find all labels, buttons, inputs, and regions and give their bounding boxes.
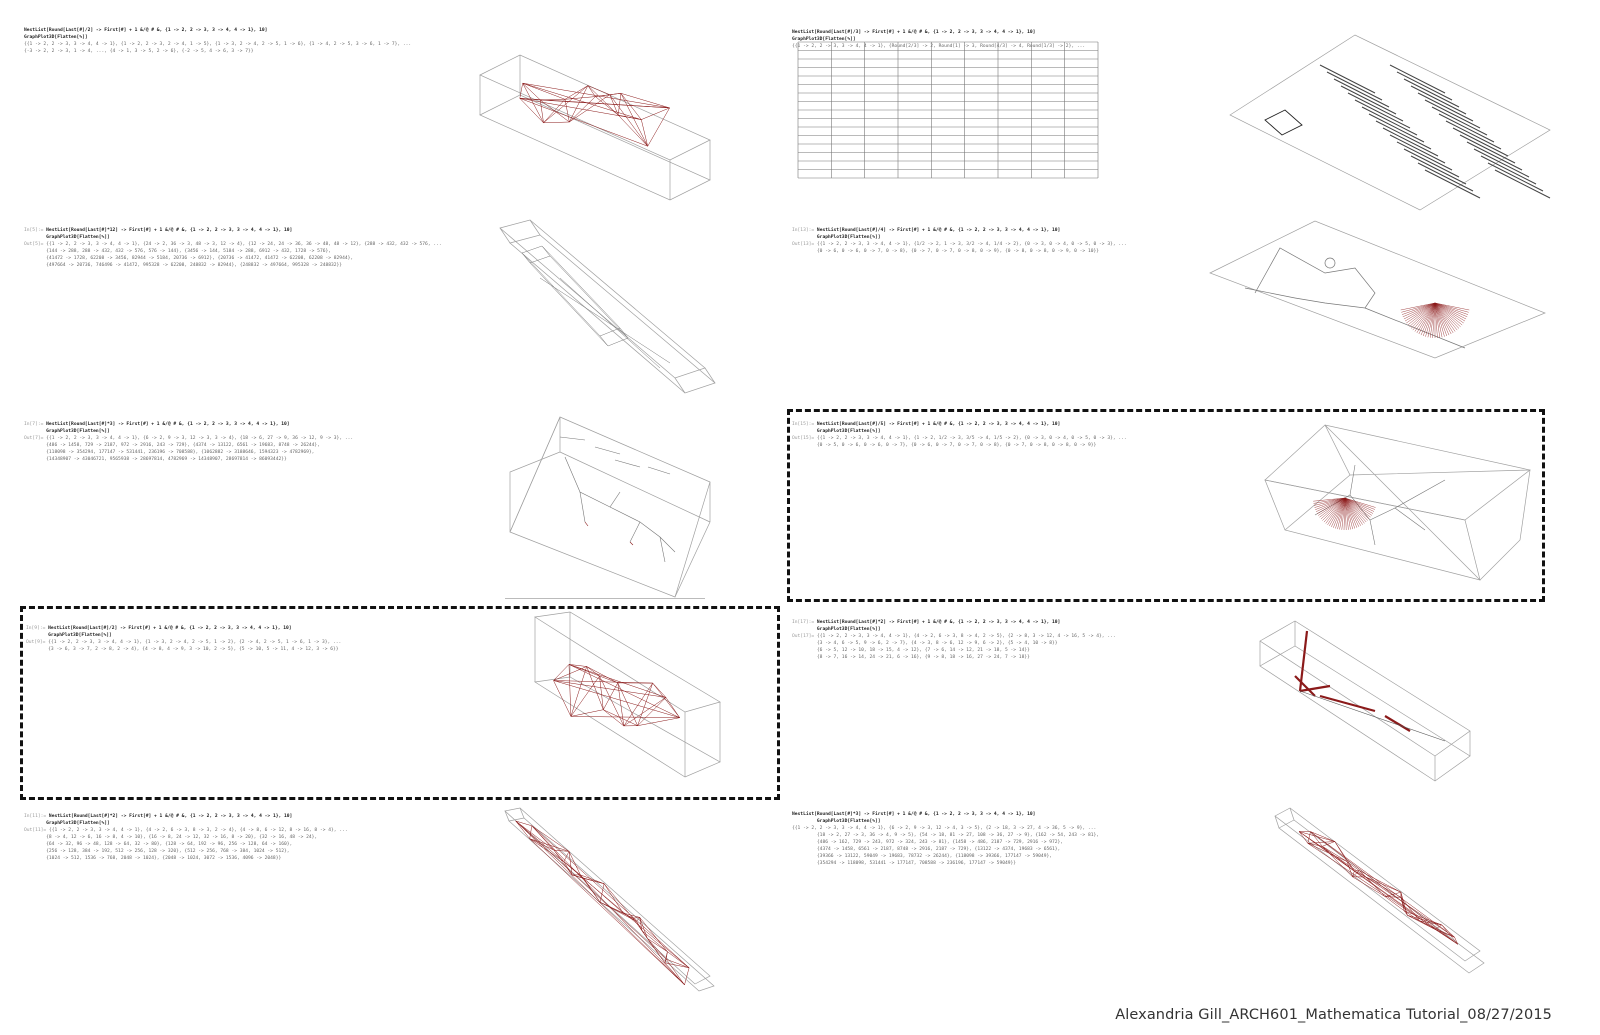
cell-input-graph: GraphPlot3D[Flatten[%]] (816, 627, 881, 632)
cell-input-graph: GraphPlot3D[Flatten[%]] (792, 37, 856, 42)
cell-output: {{1 -> 2, 2 -> 3, 3 -> 4, 4 -> 1}, {Round[2/3] -> 2, Round[1] -> 3, Round[4/3] -> 4, Round[1/3] -> 2}, ... (792, 44, 1086, 49)
graph-plot-3d-5[interactable] (495, 806, 715, 991)
notebook-cell-5: In[11]:= NestList[Round[Last[#]*2] -> First[#] + 1 &/@ # &, {1 -> 2, 2 -> 3, 3 -> 4, 4 -> 1}, 10] GraphPlot3D[Flatten[%]] Out[11]= {{1 -> 2, 2 -> 3, 3 -> 4, 4 -> 1}, {4 -> 2, 6 -> 3, 8 -> 3, 2 -> 4}, {4 -> 8, 6 -> 12, 8 -> 16, 8 -> 4}, ... {8 -> 4, 12 -> 6, 16 -> 8, 4 -> 10}, {16 -> 8, 24 -> 12, 32 -> 16, 8 -> 20}, {32 -> 16, 48 -> 24}, {64 -> 32, 96 -> 48, 128 -> 64, 32 -> 80}, {128 -> 64, 192 -> 96, 256 -> 128, 64 -> 160}, {256 -> 128, 384 -> 192, 512 -> 256, 128 -> 320}, {512 -> 256, 768 -> 384, 1024 -> 512}, {1024 -> 512, 1536 -> 768, 2048 -> 1024}, {2048 -> 1024, 3072 -> 1536, 4096 -> 2048}} (24, 814, 348, 861)
notebook-cell-2: In[5]:= NestList[Round[Last[#]*12] -> First[#] + 1 &/@ # &, {1 -> 2, 2 -> 3, 3 -> 4, 4 -> 1}, 10] GraphPlot3D[Flatten[%]] Out[5]= {{1 -> 2, 2 -> 3, 3 -> 4, 4 -> 1}, {24 -> 2, 36 -> 3, 48 -> 3, 12 -> 4}, {12 -> 24, 24 -> 36, 36 -> 48, 48 -> 12}, {288 -> 432, 432 -> 576, ... {144 -> 288, 288 -> 432, 432 -> 576, 576 -> 144}, {3456 -> 144, 5184 -> 288, 6912 -> 432, 1728 -> 576}, {41472 -> 1728, 62208 -> 3456, 82944 -> 5184, 20736 -> 6912}, {20736 -> 41472, 41472 -> 62208, 62208 -> 82944}, {497664 -> 20736, 746496 -> 41472, 995328 -> 62208, 248832 -> 82944}, {248832 -> 497664, 995328 -> 248832}} (24, 228, 442, 268)
cell-input: NestList[Round[Last[#]*2] -> First[#] + 1 &/@ # &, {1 -> 2, 2 -> 3, 3 -> 4, 4 -> 1}, 10] (816, 620, 1061, 625)
graph-edge (1308, 843, 1347, 861)
cell-input: NestList[Round[Last[#]/2] -> First[#] + 1 &/@ # &, {1 -> 2, 2 -> 3, 3 -> 4, 4 -> 1}, 10] (48, 626, 292, 631)
cell-output: {{1 -> 2, 2 -> 3, 3 -> 4, 4 -> 1}, {1 -> 3, 2 -> 4, 2 -> 5, 1 -> 2}, {2 -> 4, 2 -> 5, 1 -> 6, 1 -> 3}, ... (48, 640, 342, 645)
graph-edge (624, 683, 653, 726)
graph-edge (685, 968, 690, 985)
in-label: In[5]:= (24, 228, 44, 233)
out-label: Out[7]= (24, 436, 44, 441)
graph-edge (571, 676, 600, 716)
graph-edge (618, 93, 621, 115)
notebook-cell-4: In[9]:= NestList[Round[Last[#]/2] -> First[#] + 1 &/@ # &, {1 -> 2, 2 -> 3, 3 -> 4, 4 -> 1}, 10] GraphPlot3D[Flatten[%]] Out[9]= {{1 -> 2, 2 -> 3, 3 -> 4, 4 -> 1}, {1 -> 3, 2 -> 4, 2 -> 5, 1 -> 2}, {2 -> 4, 2 -> 5, 1 -> 6, 1 -> 3}, ... {3 -> 6, 3 -> 7, 2 -> 8, 2 -> 4}, {4 -> 8, 4 -> 9, 3 -> 10, 2 -> 5}, {5 -> 10, 5 -> 11, 4 -> 12, 3 -> 6}} (26, 626, 342, 652)
notebook-cell-10: NestList[Round[Last[#]*3] -> First[#] + 1 &/@ # &, {1 -> 2, 2 -> 3, 3 -> 4, 4 -> 1}, 10] GraphPlot3D[Flatten[%]] {{1 -> 2, 2 -> 3, 3 -> 4, 4 -> 1}, {6 -> 2, 9 -> 3, 12 -> 4, 3 -> 5}, {2 -> 18, 3 -> 27, 4 -> 36, 5 -> 9}, ... {18 -> 2, 27 -> 3, 36 -> 4, 9 -> 5}, {54 -> 18, 81 -> 27, 108 -> 36, 27 -> 9}, {162 -> 54, 243 -> 81}, {486 -> 162, 729 -> 243, 972 -> 324, 243 -> 81}, {1458 -> 486, 2187 -> 729, 2916 -> 972}, {4374 -> 1458, 6561 -> 2187, 8748 -> 2916, 2187 -> 729}, {13122 -> 4374, 19683 -> 6561}, {39366 -> 13122, 59049 -> 19683, 78732 -> 26244}, {118098 -> 39366, 177147 -> 59049}, {354294 -> 118098, 531441 -> 177147, 708588 -> 236196, 177147 -> 59049}} (792, 812, 1100, 866)
graph-edge (530, 839, 554, 850)
graph-edge (1308, 832, 1311, 844)
notebook-cell-1: NestList[Round[Last[#]/2] -> First[#] + 1 &/@ # &, {1 -> 2, 2 -> 3, 3 -> 4, 4 -> 1}, 10] GraphPlot3D[Flatten[%]] {{1 -> 2, 2 -> 3, 3 -> 4, 4 -> 1}, {1 -> 2, 2 -> 3, 2 -> 4, 1 -> 5}, {1 -> 3, 2 -> 4, 2 -> 5, 1 -> 6}, {1 -> 4, 2 -> 5, 3 -> 6, 1 -> 7}, ... {-3 -> 2, 2 -> 3, 1 -> 4, ..., {4 -> 1, 3 -> 5, 2 -> 6}, {-2 -> 5, 4 -> 6, 3 -> 7}} (24, 28, 412, 54)
graph-plot-3d-6[interactable] (1220, 30, 1560, 210)
graph-edge (565, 97, 595, 100)
cell-input-graph: GraphPlot3D[Flatten[%]] (48, 633, 112, 638)
graph-edge (621, 93, 670, 108)
graph-edge (516, 821, 554, 850)
graph-edge (540, 100, 569, 122)
graph-edge (618, 115, 648, 146)
graph-plot-3d-3[interactable] (490, 412, 720, 602)
graph-plot-3d-10[interactable] (1265, 806, 1485, 976)
out-label: Out[11]= (24, 828, 47, 833)
cell-output: {{1 -> 2, 2 -> 3, 3 -> 4, 4 -> 1}, {1 -> 2, 2 -> 3, 2 -> 4, 1 -> 5}, {1 -> 3, 2 -> 4, 2 -> 5, 1 -> 6}, {1 -> 4, 2 -> 5, 3 -> 6, 1 -> 7}, ... (24, 42, 412, 47)
graph-edge (523, 83, 544, 123)
graph-edge (569, 95, 610, 122)
cell-output: {{1 -> 2, 2 -> 3, 3 -> 4, 4 -> 1}, {6 -> 2, 9 -> 3, 12 -> 3, 3 -> 4}, {18 -> 6, 27 -> 9, 36 -> 12, 9 -> 3}, ... (46, 436, 354, 441)
cell-input-graph: GraphPlot3D[Flatten[%]] (46, 235, 110, 240)
cell-input: NestList[Round[Last[#]*3] -> First[#] + 1 &/@ # &, {1 -> 2, 2 -> 3, 3 -> 4, 4 -> 1}, 10] (46, 422, 290, 427)
cell-output: {{1 -> 2, 2 -> 3, 3 -> 4, 4 -> 1}, {4 -> 2, 6 -> 3, 8 -> 3, 2 -> 4}, {4 -> 8, 6 -> 12, 8 -> 16, 8 -> 4}, ... (48, 828, 348, 833)
out-label: Out[15]= (792, 436, 815, 441)
graph-plot-3d-7[interactable] (1205, 218, 1555, 358)
cell-output: {{1 -> 2, 2 -> 3, 3 -> 4, 4 -> 1}, {24 -> 2, 36 -> 3, 48 -> 3, 12 -> 4}, {12 -> 24, 24 -> 36, 36 -> 48, 48 -> 12}, {288 -> 432, 432 -> 576, ... (46, 242, 442, 247)
cell-input: NestList[Round[Last[#]/5] -> First[#] + 1 &/@ # &, {1 -> 2, 2 -> 3, 3 -> 4, 4 -> 1}, 10] (816, 422, 1061, 427)
cell-input-graph: GraphPlot3D[Flatten[%]] (816, 429, 881, 434)
cell-input: NestList[Round[Last[#]/3] -> First[#] + 1 &/@ # &, {1 -> 2, 2 -> 3, 3 -> 4, 4 -> 1}, 10] (792, 30, 1036, 35)
cell-output: {{1 -> 2, 2 -> 3, 3 -> 4, 4 -> 1}, {6 -> 2, 9 -> 3, 12 -> 4, 3 -> 5}, {2 -> 18, 3 -> 27, 4 -> 36, 5 -> 9}, ... (792, 826, 1097, 831)
graph-edge (1308, 843, 1458, 944)
notebook-cell-3: In[7]:= NestList[Round[Last[#]*3] -> First[#] + 1 &/@ # &, {1 -> 2, 2 -> 3, 3 -> 4, 4 -> 1}, 10] GraphPlot3D[Flatten[%]] Out[7]= {{1 -> 2, 2 -> 3, 3 -> 4, 4 -> 1}, {6 -> 2, 9 -> 3, 12 -> 3, 3 -> 4}, {18 -> 6, 27 -> 9, 36 -> 12, 9 -> 3}, ... {486 -> 1458, 729 -> 2187, 972 -> 2916, 243 -> 729}, {4374 -> 13122, 6561 -> 19683, 8748 -> 26244}, {118098 -> 354294, 177147 -> 531441, 236196 -> 708588}, {1062882 -> 3188646, 1594323 -> 4782969}, {14348907 -> 43046721, 9565938 -> 28697814, 4782969 -> 14348907, 28697814 -> 86093442}} (24, 422, 354, 462)
graph-edge (571, 667, 587, 717)
graph-edge (530, 826, 532, 839)
in-label: In[15]:= (792, 422, 815, 427)
cell-output: {{1 -> 2, 2 -> 3, 3 -> 4, 4 -> 1}, {1/2 -> 2, 1 -> 3, 3/2 -> 4, 1/4 -> 2}, {0 -> 3, 0 -> 4, 0 -> 5, 0 -> 3}, ... (816, 242, 1127, 247)
graph-edge (516, 821, 685, 985)
graph-edge (641, 108, 669, 120)
graph-plot-3d-9[interactable] (1255, 616, 1480, 788)
graph-edge (623, 913, 640, 917)
out-label: Out[17]= (792, 634, 815, 639)
cell-input: NestList[Round[Last[#]/4] -> First[#] + 1 &/@ # &, {1 -> 2, 2 -> 3, 3 -> 4, 4 -> 1}, 10] (816, 228, 1061, 233)
in-label: In[11]:= (24, 814, 47, 819)
cell-input: NestList[Round[Last[#]*3] -> First[#] + 1 &/@ # &, {1 -> 2, 2 -> 3, 3 -> 4, 4 -> 1}, 10] (792, 812, 1036, 817)
cell-input-graph: GraphPlot3D[Flatten[%]] (816, 819, 881, 824)
graph-edge (516, 821, 689, 968)
cell-input-graph: GraphPlot3D[Flatten[%]] (816, 235, 881, 240)
graph-edge (621, 93, 648, 146)
graph-edge (638, 697, 666, 725)
fan-edge (1324, 498, 1345, 522)
round-output-grid (798, 42, 1198, 192)
graph-edge (554, 681, 571, 717)
graph-edge (532, 826, 689, 968)
graph-edge (1366, 877, 1401, 892)
out-label: Out[9]= (26, 640, 46, 645)
notebook-cell-9: In[17]:= NestList[Round[Last[#]*2] -> First[#] + 1 &/@ # &, {1 -> 2, 2 -> 3, 3 -> 4, 4 -> 1}, 10] GraphPlot3D[Flatten[%]] Out[17]= {{1 -> 2, 2 -> 3, 3 -> 4, 4 -> 1}, {4 -> 2, 6 -> 3, 8 -> 4, 2 -> 5}, {2 -> 8, 3 -> 12, 4 -> 16, 5 -> 4}, ... {3 -> 4, 6 -> 5, 9 -> 6, 2 -> 7}, {4 -> 3, 8 -> 6, 12 -> 9, 6 -> 2}, {5 -> 4, 10 -> 8}} {6 -> 5, 12 -> 10, 18 -> 15, 4 -> 12}, {7 -> 6, 14 -> 12, 21 -> 18, 5 -> 14}} {8 -> 7, 16 -> 14, 24 -> 21, 6 -> 16}, {9 -> 8, 18 -> 16, 27 -> 24, 7 -> 18}} (792, 620, 1116, 660)
graph-plot-3d-8[interactable] (1255, 420, 1545, 595)
graph-edge (516, 821, 667, 959)
page-footer-caption: Alexandria Gill_ARCH601_Mathematica Tutorial_08/27/2015 (1115, 1007, 1552, 1023)
cell-input: NestList[Round[Last[#]/2] -> First[#] + 1 &/@ # &, {1 -> 2, 2 -> 3, 3 -> 4, 4 -> 1}, 10] (24, 28, 268, 33)
graph-edge (1311, 832, 1455, 938)
cell-input-graph: GraphPlot3D[Flatten[%]] (46, 429, 110, 434)
graph-edge (1311, 832, 1458, 945)
cell-input: NestList[Round[Last[#]*2] -> First[#] + 1 &/@ # &, {1 -> 2, 2 -> 3, 3 -> 4, 4 -> 1}, 10] (48, 814, 293, 819)
graph-edge (1311, 832, 1335, 842)
fan-edge (1345, 498, 1369, 519)
graph-edge (1299, 832, 1458, 945)
graph-edge (540, 100, 669, 108)
graph-edge (1335, 842, 1355, 871)
graph-plot-3d-1[interactable] (460, 30, 720, 200)
graph-edge (610, 95, 648, 147)
graph-edge (1299, 832, 1455, 938)
in-label: In[7]:= (24, 422, 44, 427)
in-label: In[13]:= (792, 228, 815, 233)
cell-input-graph: GraphPlot3D[Flatten[%]] (46, 821, 110, 826)
graph-edge (532, 826, 685, 985)
graph-edge (610, 93, 621, 94)
cell-input: NestList[Round[Last[#]*12] -> First[#] + 1 &/@ # &, {1 -> 2, 2 -> 3, 3 -> 4, 4 -> 1}, 10] (46, 228, 293, 233)
in-label: In[17]:= (792, 620, 815, 625)
out-label: Out[13]= (792, 242, 815, 247)
notebook-cell-7: In[13]:= NestList[Round[Last[#]/4] -> First[#] + 1 &/@ # &, {1 -> 2, 2 -> 3, 3 -> 4, 4 -> 1}, 10] GraphPlot3D[Flatten[%]] Out[13]= {{1 -> 2, 2 -> 3, 3 -> 4, 4 -> 1}, {1/2 -> 2, 1 -> 3, 3/2 -> 4, 1/4 -> 2}, {0 -> 3, 0 -> 4, 0 -> 5, 0 -> 3}, ... {0 -> 6, 0 -> 6, 0 -> 7, 0 -> 8}, {0 -> 7, 0 -> 7, 0 -> 8, 0 -> 9}, {0 -> 8, 0 -> 8, 0 -> 9, 0 -> 10}} (792, 228, 1127, 254)
graph-edge (571, 716, 680, 717)
graph-edge (1299, 832, 1308, 844)
fan-edge (1321, 498, 1345, 519)
divider-line (505, 598, 705, 599)
cell-input-graph: GraphPlot3D[Flatten[%]] (24, 35, 88, 40)
graph-edge (653, 683, 680, 718)
graph-edge (621, 93, 641, 119)
graph-plot-3d-2[interactable] (480, 218, 720, 393)
graph-edge (544, 122, 570, 123)
graph-edge (530, 839, 685, 985)
cell-output: {{1 -> 2, 2 -> 3, 3 -> 4, 4 -> 1}, {1 -> 2, 1/2 -> 3, 3/5 -> 4, 1/5 -> 2}, {0 -> 3, 0 -> 4, 0 -> 5, 0 -> 3}, ... (816, 436, 1127, 441)
notebook-cell-8: In[15]:= NestList[Round[Last[#]/5] -> First[#] + 1 &/@ # &, {1 -> 2, 2 -> 3, 3 -> 4, 4 -> 1}, 10] GraphPlot3D[Flatten[%]] Out[15]= {{1 -> 2, 2 -> 3, 3 -> 4, 4 -> 1}, {1 -> 2, 1/2 -> 3, 3/5 -> 4, 1/5 -> 2}, {0 -> 3, 0 -> 4, 0 -> 5, 0 -> 3}, ... {0 -> 5, 0 -> 6, 0 -> 6, 0 -> 7}, {0 -> 6, 0 -> 7, 0 -> 7, 0 -> 8}, {0 -> 7, 0 -> 8, 0 -> 8, 0 -> 9}} (792, 422, 1127, 448)
in-label: In[9]:= (26, 626, 46, 631)
graph-edge (569, 664, 680, 717)
graph-plot-3d-4[interactable] (495, 612, 725, 792)
out-label: Out[5]= (24, 242, 44, 247)
cell-output: {{1 -> 2, 2 -> 3, 3 -> 4, 4 -> 1}, {4 -> 2, 6 -> 3, 8 -> 4, 2 -> 5}, {2 -> 8, 3 -> 12, 4 -> 16, 5 -> 4}, ... (816, 634, 1116, 639)
